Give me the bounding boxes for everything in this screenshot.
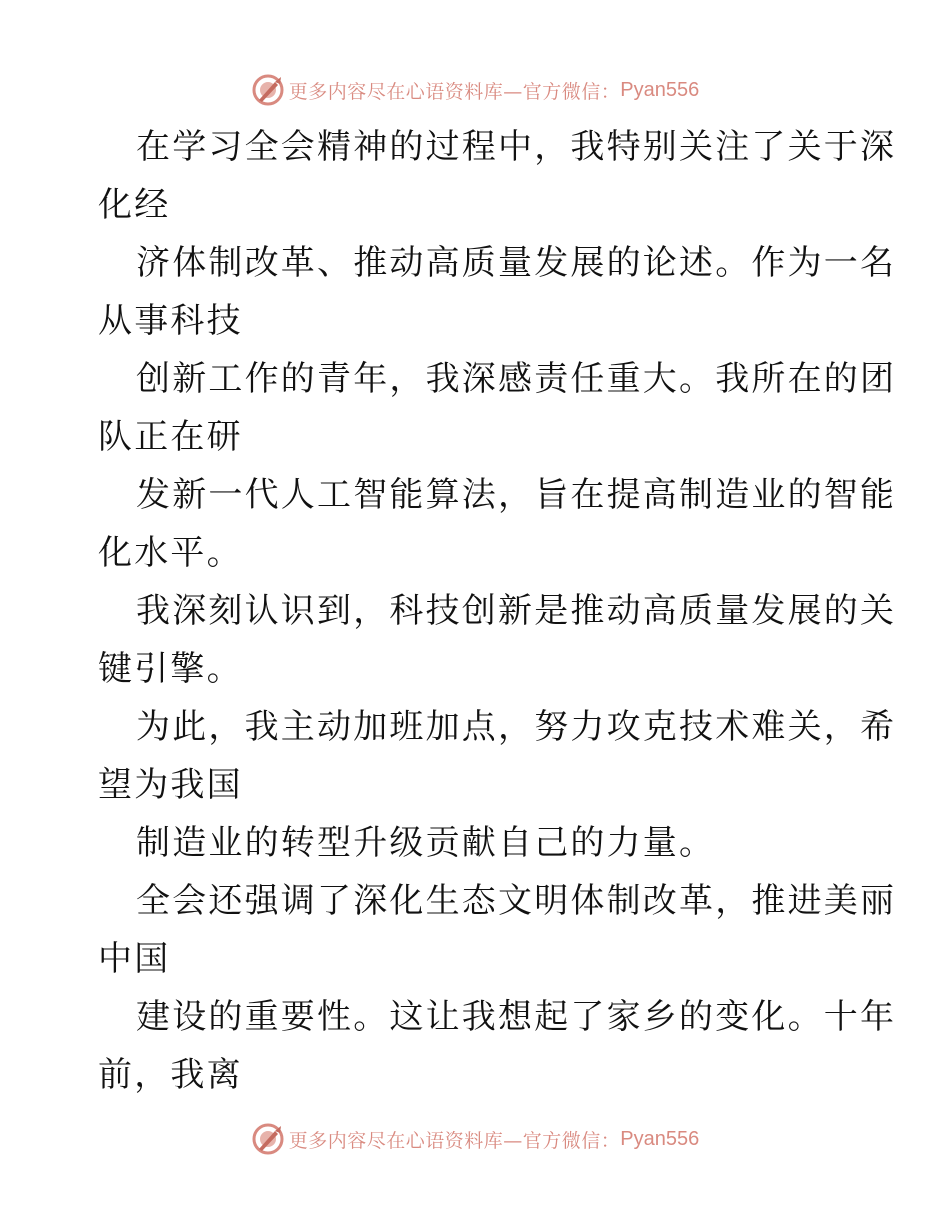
text-line: 在学习全会精神的过程中，我特别关注了关于深 bbox=[136, 127, 897, 167]
text-line: 创新工作的青年，我深感责任重大。我所在的团 bbox=[136, 359, 897, 399]
text-line: 制造业的转型升级贡献自己的力量。 bbox=[136, 823, 716, 863]
watermark-text: 更多内容尽在心语资料库—官方微信： bbox=[288, 80, 621, 103]
document-body bbox=[98, 118, 897, 1104]
text-line: 从事科技 bbox=[98, 301, 243, 341]
text-line: 建设的重要性。这让我想起了家乡的变化。十年 bbox=[136, 997, 897, 1037]
text-line: 化水平。 bbox=[98, 533, 243, 573]
watermark-wechat-id: Pyan556 bbox=[620, 78, 700, 101]
text-line: 济体制改革、推动高质量发展的论述。作为一名 bbox=[136, 243, 897, 283]
text-line: 队正在研 bbox=[98, 417, 243, 457]
text-line: 化经 bbox=[98, 185, 171, 225]
text-line: 前，我离 bbox=[98, 1055, 243, 1095]
quill-seal-icon bbox=[251, 73, 285, 107]
text-line: 中国 bbox=[98, 939, 171, 979]
quill-seal-icon bbox=[251, 1122, 285, 1156]
text-line: 我深刻认识到，科技创新是推动高质量发展的关 bbox=[136, 591, 897, 631]
watermark-text: 更多内容尽在心语资料库—官方微信： bbox=[288, 1129, 621, 1152]
text-line: 望为我国 bbox=[98, 765, 243, 805]
header-watermark bbox=[0, 70, 950, 110]
footer-watermark bbox=[0, 1119, 950, 1159]
text-line: 全会还强调了深化生态文明体制改革，推进美丽 bbox=[136, 881, 897, 921]
text-line: 键引擎。 bbox=[98, 649, 243, 689]
text-line: 发新一代人工智能算法，旨在提高制造业的智能 bbox=[136, 475, 897, 515]
watermark-wechat-id: Pyan556 bbox=[620, 1127, 700, 1150]
text-line: 为此，我主动加班加点，努力攻克技术难关，希 bbox=[136, 707, 897, 747]
